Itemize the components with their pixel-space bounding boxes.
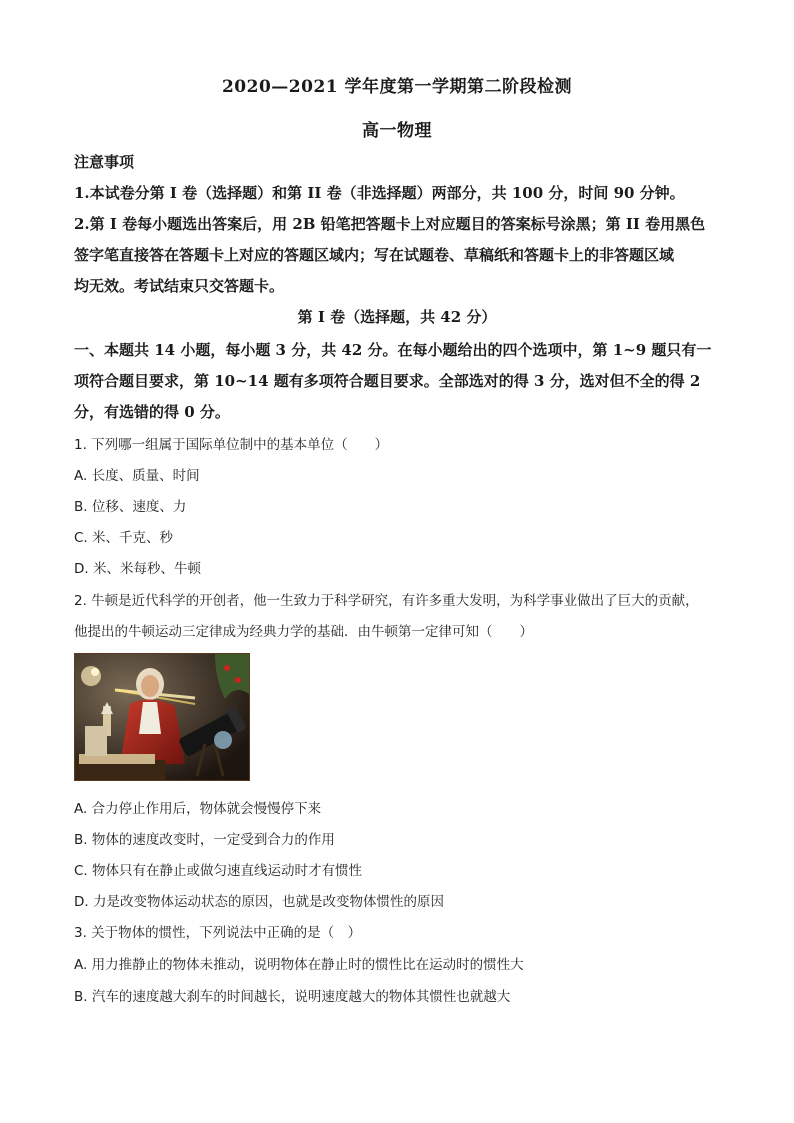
- question-1-option-a: A. 长度、质量、时间: [74, 468, 200, 484]
- question-2-option-b: B. 物体的速度改变时，一定受到合力的作用: [74, 832, 335, 848]
- section-1-intro-line-1: 一、本题共 14 小题，每小题 3 分，共 42 分。在每小题给出的四个选项中，第 1~9 题只有一: [74, 341, 712, 359]
- question-1-stem: 1. 下列哪一组属于国际单位制中的基本单位（ ）: [74, 437, 389, 453]
- newton-illustration-drawing: [75, 654, 249, 780]
- section-1-intro-line-2: 项符合题目要求，第 10~14 题有多项符合题目要求。全部选对的得 3 分，选对但不全的得 2: [74, 372, 701, 390]
- question-2-option-d: D. 力是改变物体运动状态的原因，也就是改变物体惯性的原因: [74, 894, 444, 910]
- question-3-option-b: B. 汽车的速度越大刹车的时间越长，说明速度越大的物体其惯性也就越大: [74, 989, 511, 1005]
- question-3-option-a: A. 用力推静止的物体未推动，说明物体在静止时的惯性比在运动时的惯性大: [74, 957, 524, 973]
- notes-item-2-line-2: 签字笔直接答在答题卡上对应的答题区域内；写在试题卷、草稿纸和答题卡上的非答题区域: [74, 246, 675, 264]
- notes-item-1: 1.本试卷分第 I 卷（选择题）和第 II 卷（非选择题）两部分，共 100 分，时间 90 分钟。: [74, 184, 685, 202]
- newton-illustration: [74, 653, 250, 781]
- exam-title: 2020—2021 学年度第一学期第二阶段检测: [221, 77, 573, 97]
- section-1-intro-line-3: 分，有选错的得 0 分。: [74, 403, 230, 421]
- notes-heading: 注意事项: [74, 153, 135, 171]
- exam-subject: 高一物理: [362, 121, 432, 141]
- question-2-option-a: A. 合力停止作用后，物体就会慢慢停下来: [74, 801, 322, 817]
- question-3-stem: 3. 关于物体的惯性，下列说法中正确的是（ ）: [74, 925, 362, 941]
- notes-item-2-line-1: 2.第 I 卷每小题选出答案后，用 2B 铅笔把答题卡上对应题目的答案标号涂黑；第 II 卷用黑色: [74, 215, 706, 233]
- section-1-heading: 第 I 卷（选择题，共 42 分）: [297, 308, 497, 326]
- question-1-option-b: B. 位移、速度、力: [74, 499, 187, 515]
- question-2-stem-line-2: 他提出的牛顿运动三定律成为经典力学的基础．由牛顿第一定律可知（ ）: [74, 624, 533, 640]
- question-1-option-c: C. 米、千克、秒: [74, 530, 174, 546]
- question-1-option-d: D. 米、米每秒、牛顿: [74, 561, 201, 577]
- question-2-option-c: C. 物体只有在静止或做匀速直线运动时才有惯性: [74, 863, 363, 879]
- notes-item-2-line-3: 均无效。考试结束只交答题卡。: [74, 277, 285, 295]
- question-2-stem-line-1: 2. 牛顿是近代科学的开创者，他一生致力于科学研究，有许多重大发明，为科学事业做出了巨大的贡献，: [74, 593, 699, 609]
